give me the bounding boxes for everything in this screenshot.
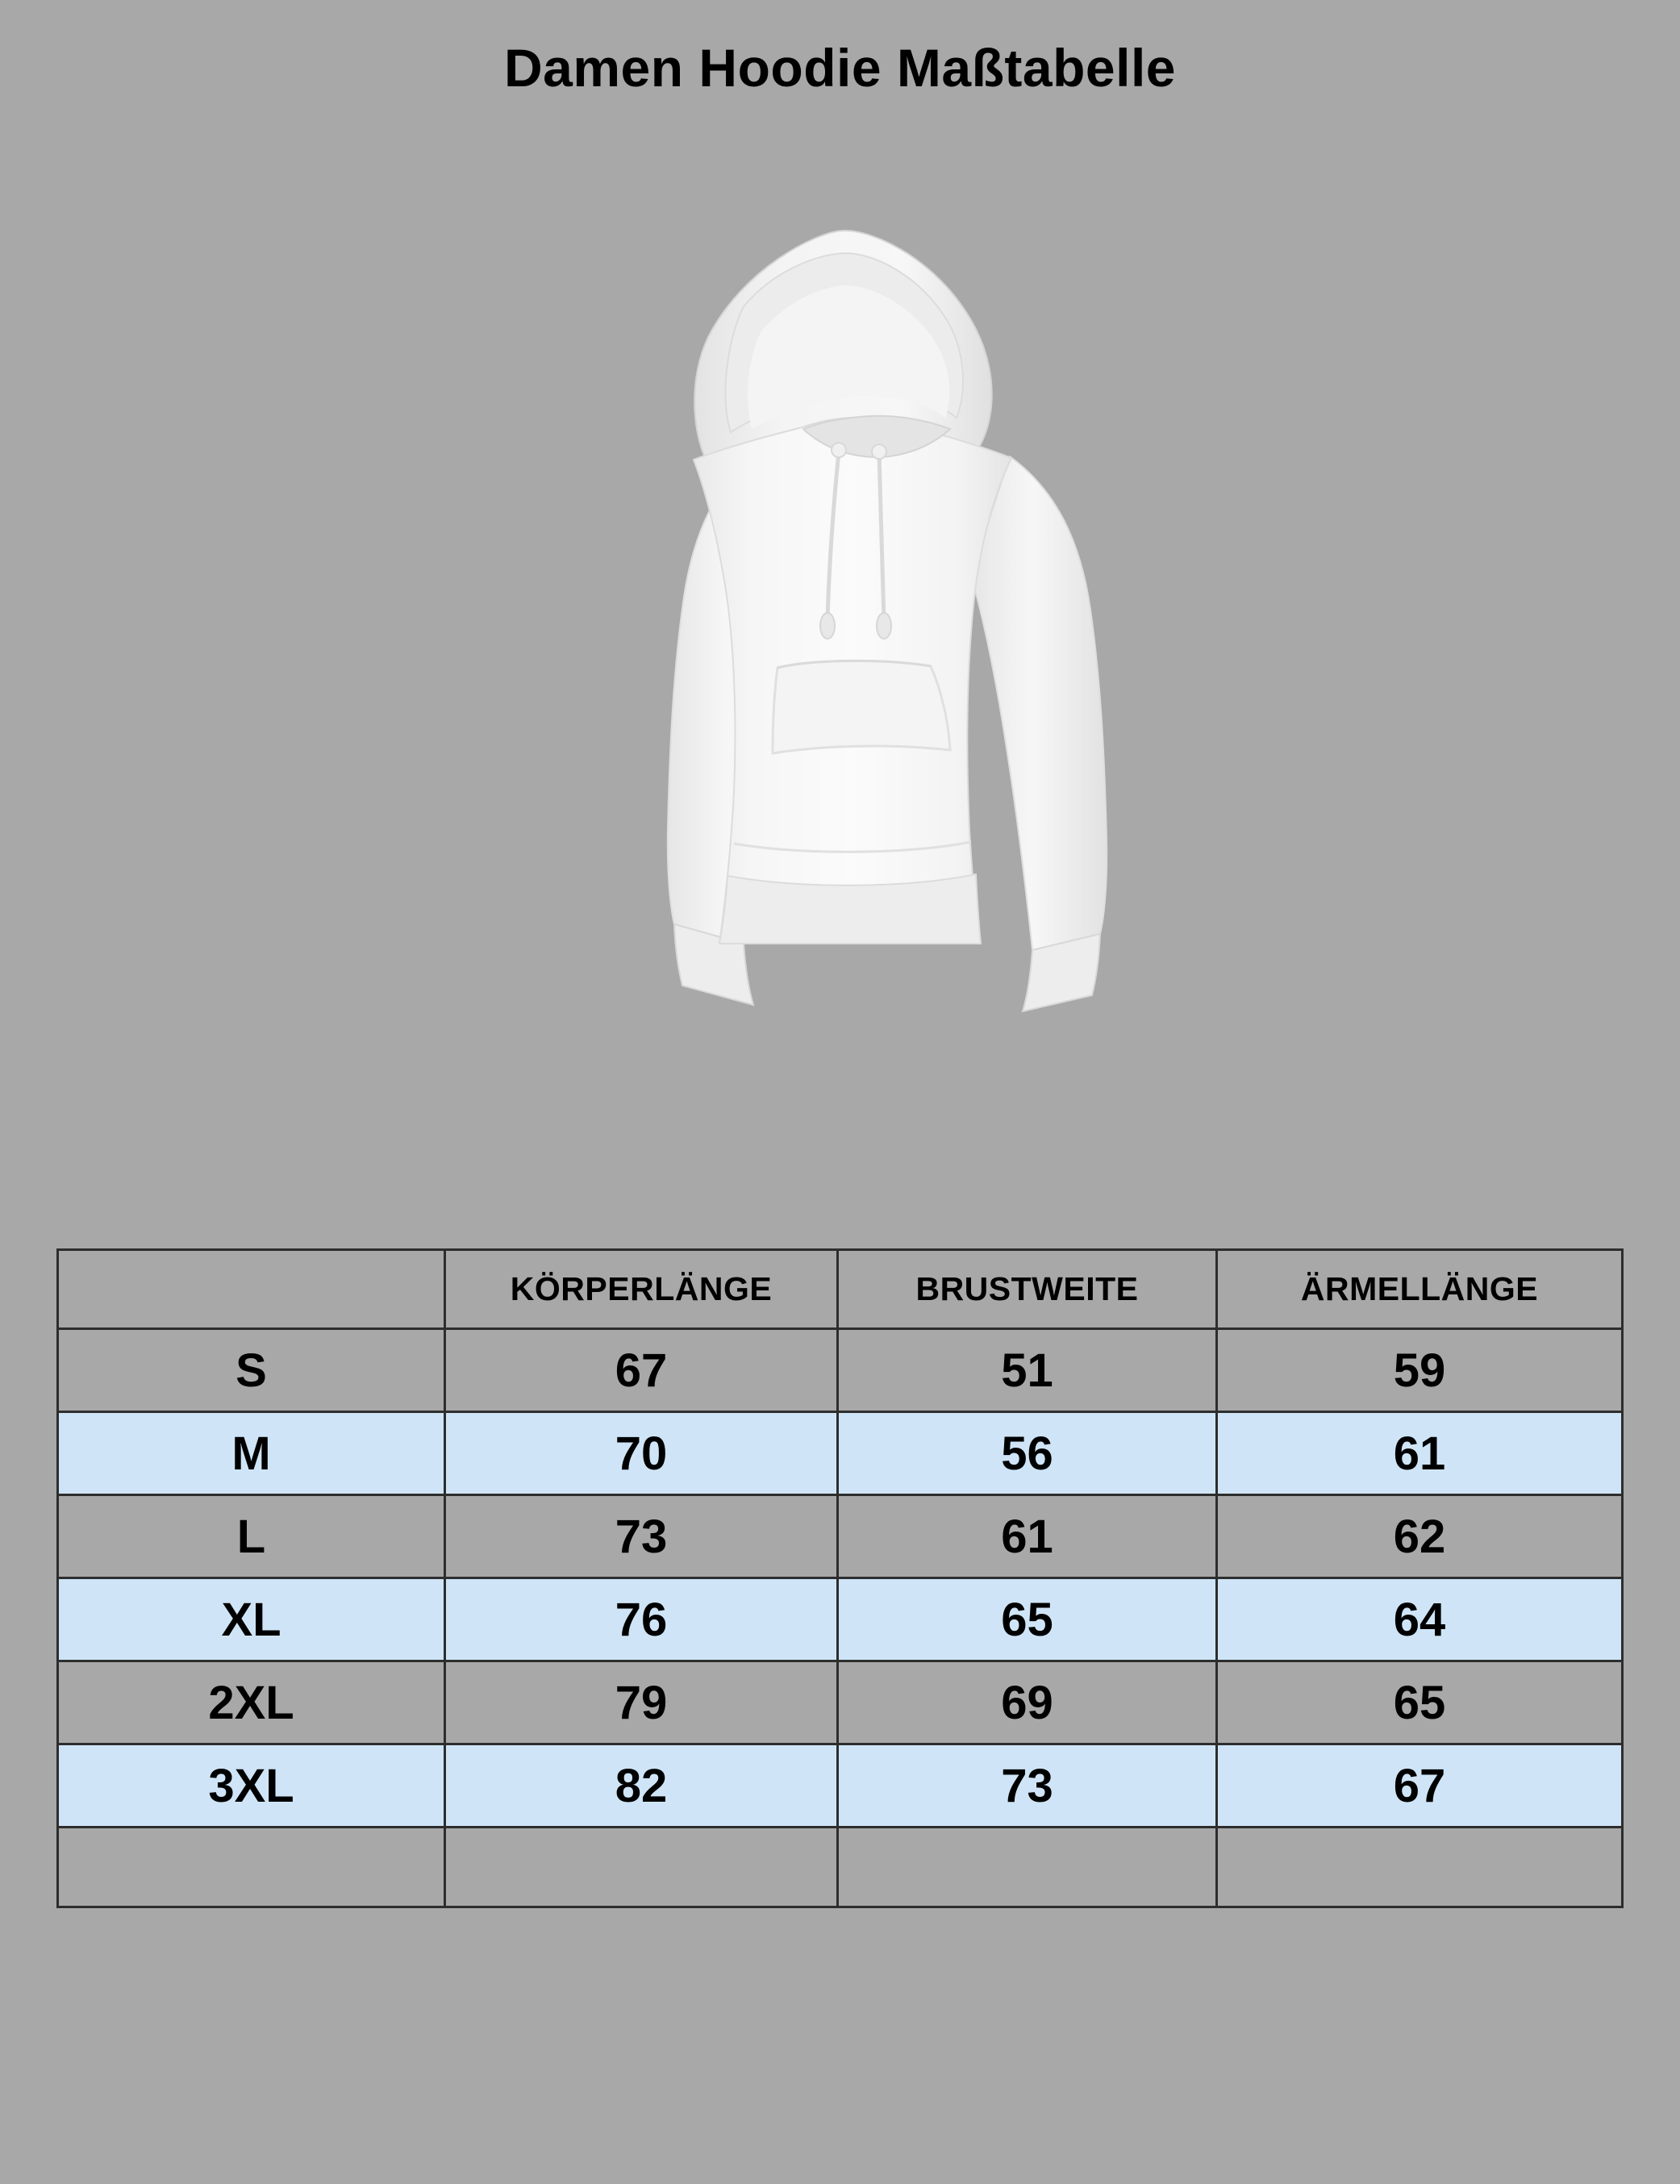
table-row xyxy=(58,1661,1623,1744)
cell-aermellaenge xyxy=(1217,1828,1623,1907)
cell-aermellaenge: 59 xyxy=(1217,1329,1623,1412)
cell-brustweite: 65 xyxy=(838,1578,1217,1661)
cell-koerperlaenge: 79 xyxy=(445,1661,838,1744)
column-header-aermellaenge: ÄRMELLÄNGE xyxy=(1217,1250,1623,1329)
cell-aermellaenge: 61 xyxy=(1217,1412,1623,1495)
cell-size: 2XL xyxy=(58,1661,445,1744)
cell-size: L xyxy=(58,1495,445,1578)
cell-koerperlaenge: 67 xyxy=(445,1329,838,1412)
cell-size: M xyxy=(58,1412,445,1495)
column-header-brustweite: BRUSTWEITE xyxy=(838,1250,1217,1329)
cell-brustweite xyxy=(838,1828,1217,1907)
column-header-size xyxy=(58,1250,445,1329)
cell-aermellaenge: 62 xyxy=(1217,1495,1623,1578)
cell-size: 3XL xyxy=(58,1744,445,1828)
size-table-container xyxy=(56,1248,1621,1908)
table-row xyxy=(58,1578,1623,1661)
cell-size xyxy=(58,1828,445,1907)
cell-aermellaenge: 64 xyxy=(1217,1578,1623,1661)
table-body xyxy=(58,1329,1623,1907)
hoodie-illustration-container xyxy=(0,194,1680,1226)
table-header xyxy=(58,1250,1623,1329)
column-header-koerperlaenge: KÖRPERLÄNGE xyxy=(445,1250,838,1329)
table-row xyxy=(58,1828,1623,1907)
cell-koerperlaenge: 82 xyxy=(445,1744,838,1828)
cell-size: S xyxy=(58,1329,445,1412)
cell-aermellaenge: 65 xyxy=(1217,1661,1623,1744)
cell-koerperlaenge: 70 xyxy=(445,1412,838,1495)
cell-koerperlaenge xyxy=(445,1828,838,1907)
page-title: Damen Hoodie Maßtabelle xyxy=(504,38,1176,98)
cell-koerperlaenge: 76 xyxy=(445,1578,838,1661)
size-table xyxy=(56,1248,1624,1908)
table-header-row xyxy=(58,1250,1623,1329)
cell-aermellaenge: 67 xyxy=(1217,1744,1623,1828)
table-row xyxy=(58,1412,1623,1495)
table-row xyxy=(58,1495,1623,1578)
table-row xyxy=(58,1329,1623,1412)
cell-brustweite: 73 xyxy=(838,1744,1217,1828)
cell-koerperlaenge: 73 xyxy=(445,1495,838,1578)
cell-brustweite: 51 xyxy=(838,1329,1217,1412)
womens-hoodie-image xyxy=(477,194,1203,1218)
cell-brustweite: 69 xyxy=(838,1661,1217,1744)
cell-size: XL xyxy=(58,1578,445,1661)
cell-brustweite: 56 xyxy=(838,1412,1217,1495)
table-row xyxy=(58,1744,1623,1828)
cell-brustweite: 61 xyxy=(838,1495,1217,1578)
